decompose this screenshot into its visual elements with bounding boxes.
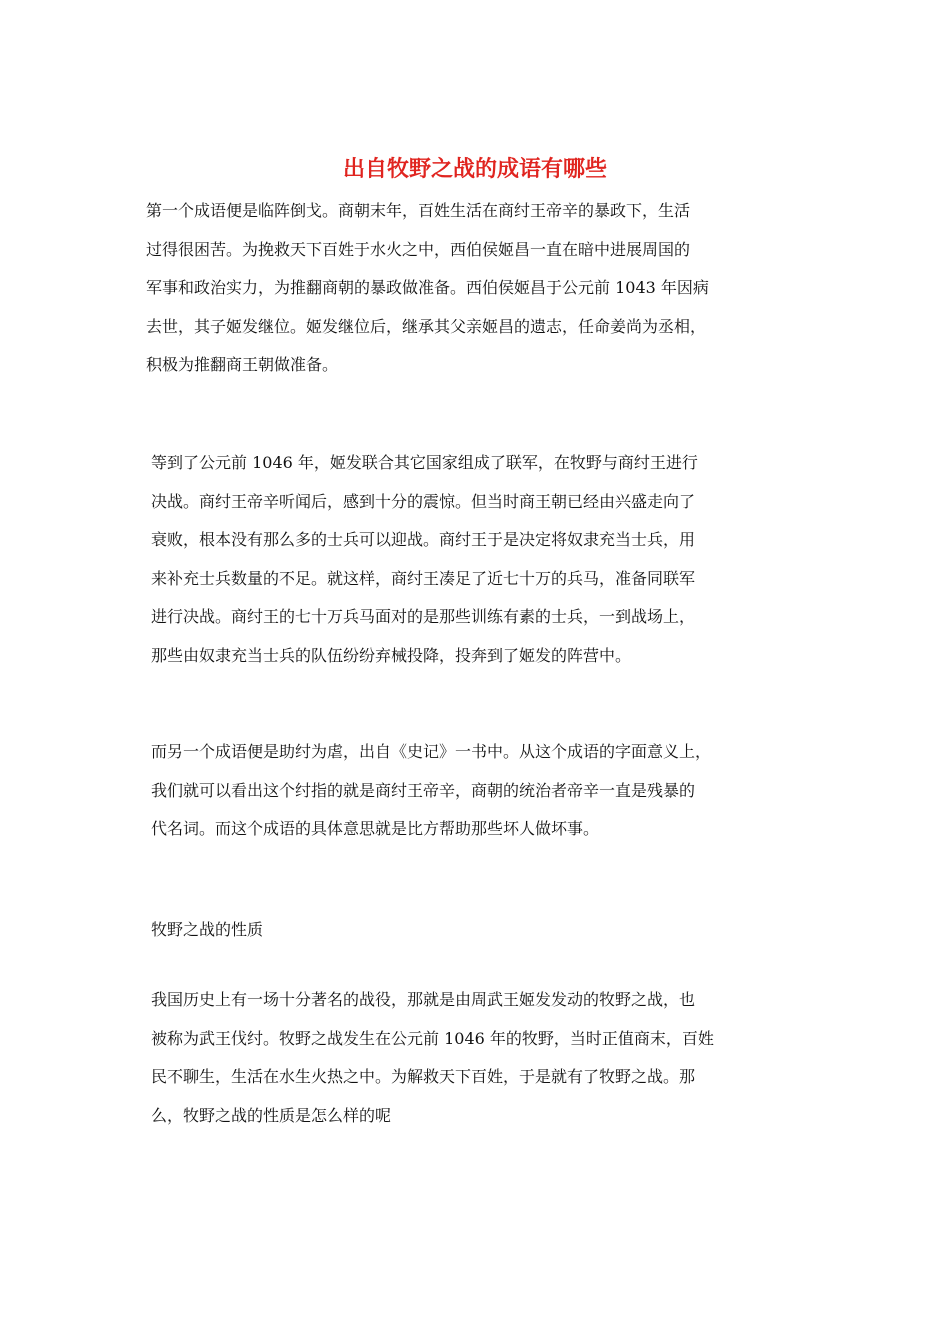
text-line: 去世，其子姬发继位。姬发继位后，继承其父亲姬昌的遗志，任命姜尚为丞相， xyxy=(146,316,707,336)
text-line: 牧野之战的性质 xyxy=(151,920,264,939)
text-line: 积极为推翻商王朝做准备。 xyxy=(146,355,339,374)
text-line: 军事和政治实力，为推翻商朝的暴政做准备。西伯侯姬昌于公元前 1043 年因病 xyxy=(146,278,709,297)
document-title: 出自牧野之战的成语有哪些 xyxy=(342,156,607,182)
text-line: 第一个成语便是临阵倒戈。商朝末年，百姓生活在商纣王帝辛的暴政下，生活 xyxy=(146,201,691,220)
text-line: 来补充士兵数量的不足。就这样，商纣王凑足了近七十万的兵马，准备同联军 xyxy=(151,568,696,588)
text-line: 被称为武王伐纣。牧野之战发生在公元前 1046 年的牧野，当时正值商末，百姓 xyxy=(151,1028,714,1048)
paragraph-2 xyxy=(146,444,823,675)
text-line: 么，牧野之战的性质是怎么样的呢 xyxy=(151,1105,392,1125)
text-line: 等到了公元前 1046 年，姬发联合其它国家组成了联军，在牧野与商纣王进行 xyxy=(151,453,698,472)
text-line: 进行决战。商纣王的七十万兵马面对的是那些训练有素的士兵，一到战场上， xyxy=(151,607,696,626)
text-line: 我国历史上有一场十分著名的战役，那就是由周武王姬发发动的牧野之战，也 xyxy=(151,990,696,1009)
paragraph-4 xyxy=(146,981,823,1135)
text-line: 决战。商纣王帝辛听闻后，感到十分的震惊。但当时商王朝已经由兴盛走向了 xyxy=(151,491,696,511)
text-line: 那些由奴隶充当士兵的队伍纷纷弃械投降，投奔到了姬发的阵营中。 xyxy=(151,645,632,665)
paragraph-1 xyxy=(146,192,818,385)
text-line: 民不聊生，生活在水生火热之中。为解救天下百姓，于是就有了牧野之战。那 xyxy=(151,1067,696,1086)
text-line: 衰败，根本没有那么多的士兵可以迎战。商纣王于是决定将奴隶充当士兵，用 xyxy=(151,530,696,549)
text-line: 而另一个成语便是助纣为虐，出自《史记》一书中。从这个成语的字面意义上， xyxy=(151,742,712,761)
section-heading xyxy=(146,911,823,950)
text-line: 我们就可以看出这个纣指的就是商纣王帝辛，商朝的统治者帝辛一直是残暴的 xyxy=(151,780,696,800)
text-line: 代名词。而这个成语的具体意思就是比方帮助那些坏人做坏事。 xyxy=(151,819,600,838)
text-line: 过得很困苦。为挽救天下百姓于水火之中，西伯侯姬昌一直在暗中进展周国的 xyxy=(146,239,691,259)
paragraph-3 xyxy=(146,733,823,849)
